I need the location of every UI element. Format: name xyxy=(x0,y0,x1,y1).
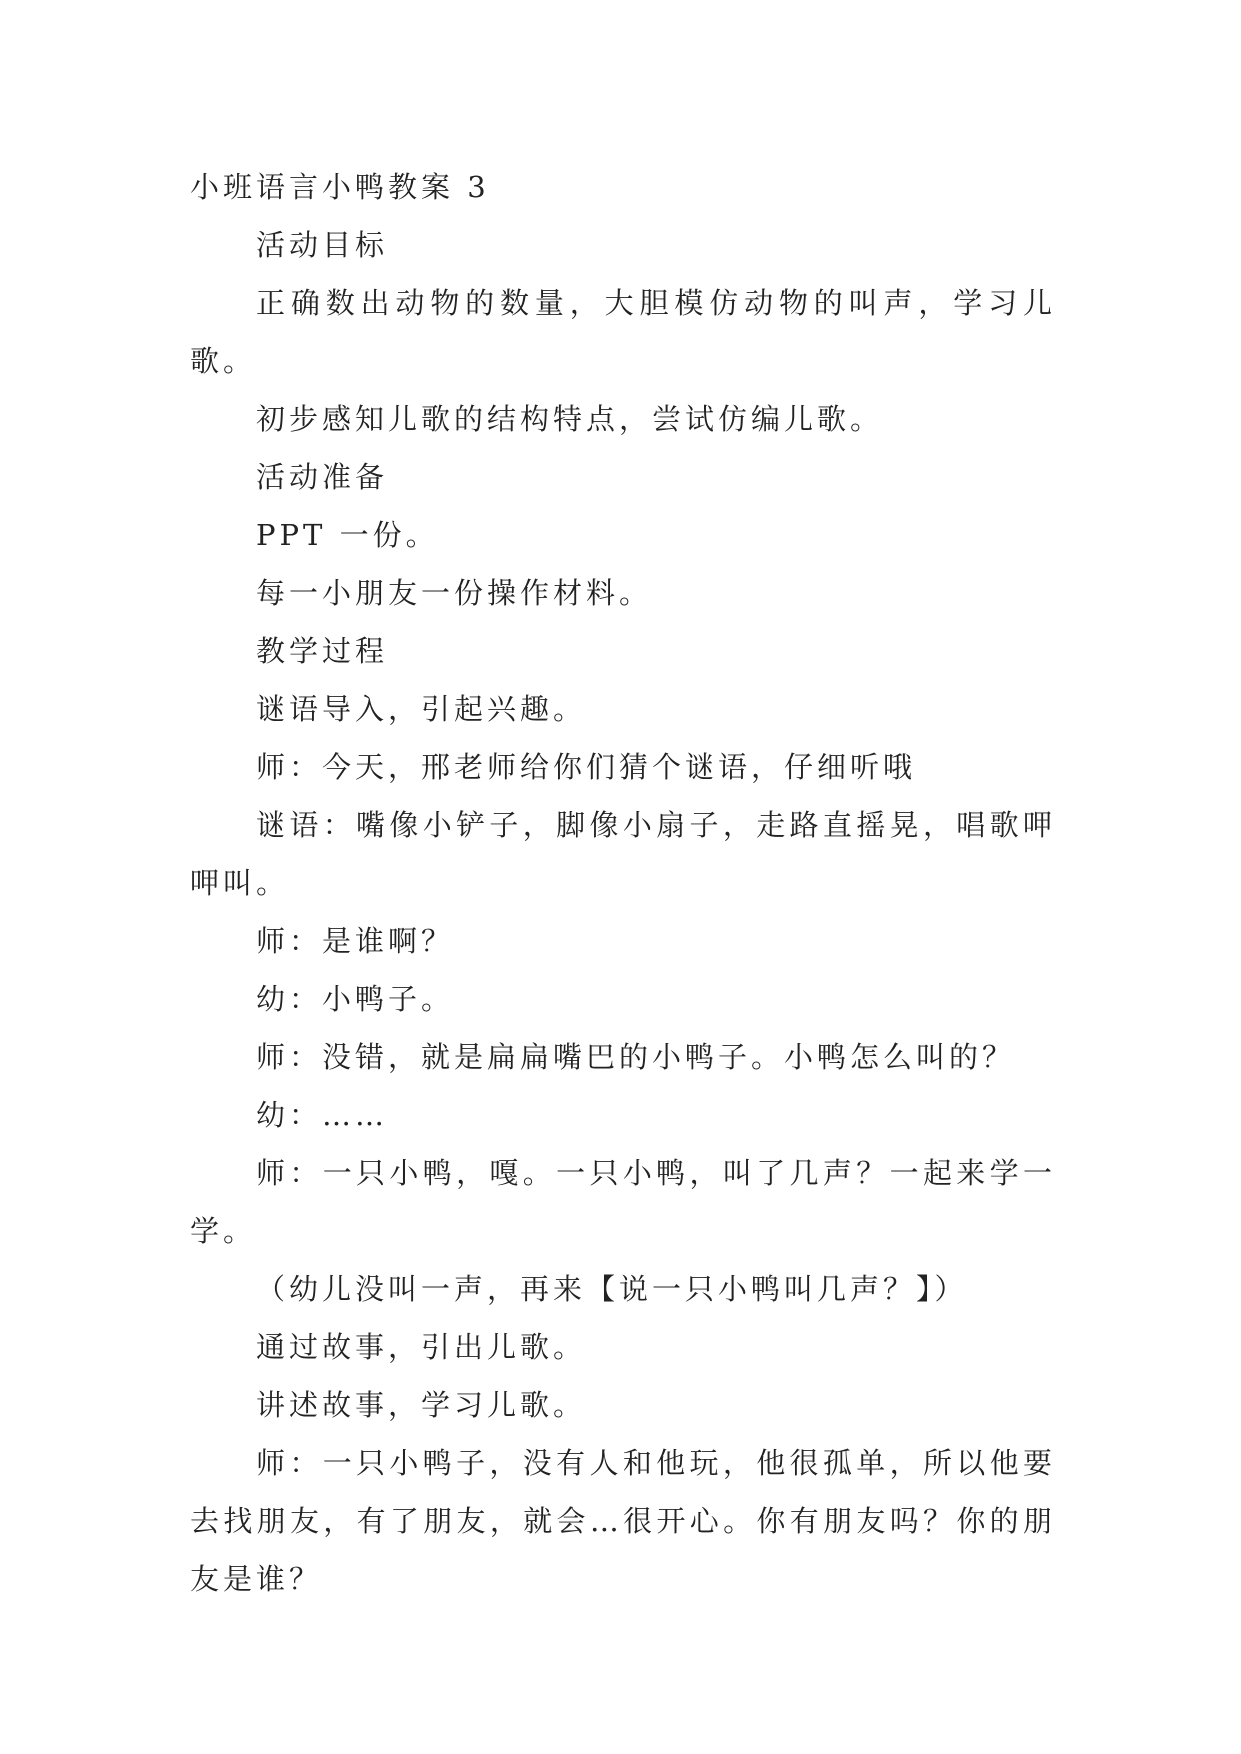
goal-item: 初步感知儿歌的结构特点，尝试仿编儿歌。 xyxy=(256,402,884,436)
stage-note: （幼儿没叫一声，再来【说一只小鸭叫几声？】） xyxy=(256,1272,968,1306)
section-heading-process: 教学过程 xyxy=(256,634,389,668)
document-title: 小班语言小鸭教案 3 xyxy=(190,170,490,204)
dialogue-line: 师：一只小鸭，嘎。一只小鸭，叫了几声？一起来学一学。 xyxy=(190,1156,1056,1248)
dialogue-line: 幼：…… xyxy=(256,1098,389,1132)
dialogue-line: 师：今天，邢老师给你们猜个谜语，仔细听哦 xyxy=(256,750,917,784)
section-heading-preparation: 活动准备 xyxy=(256,460,389,494)
dialogue-line: 幼：小鸭子。 xyxy=(256,982,455,1016)
preparation-item: 每一小朋友一份操作材料。 xyxy=(256,576,653,610)
preparation-item: PPT 一份。 xyxy=(256,518,439,552)
dialogue-line: 师：没错，就是扁扁嘴巴的小鸭子。小鸭怎么叫的？ xyxy=(256,1040,1016,1074)
dialogue-line: 师：一只小鸭子，没有人和他玩，他很孤单，所以他要去找朋友，有了朋友，就会…很开心。你有朋友吗？你的朋友是谁？ xyxy=(190,1446,1056,1596)
dialogue-line: 师：是谁啊？ xyxy=(256,924,455,958)
process-step: 讲述故事，学习儿歌。 xyxy=(256,1388,587,1422)
riddle-text: 谜语：嘴像小铲子，脚像小扇子，走路直摇晃，唱歌呷呷叫。 xyxy=(190,808,1056,900)
goal-item: 正确数出动物的数量，大胆模仿动物的叫声，学习儿歌。 xyxy=(190,286,1056,378)
process-step: 通过故事，引出儿歌。 xyxy=(256,1330,587,1364)
document-body xyxy=(190,158,1056,1608)
section-heading-goals: 活动目标 xyxy=(256,228,389,262)
process-step: 谜语导入，引起兴趣。 xyxy=(256,692,587,726)
